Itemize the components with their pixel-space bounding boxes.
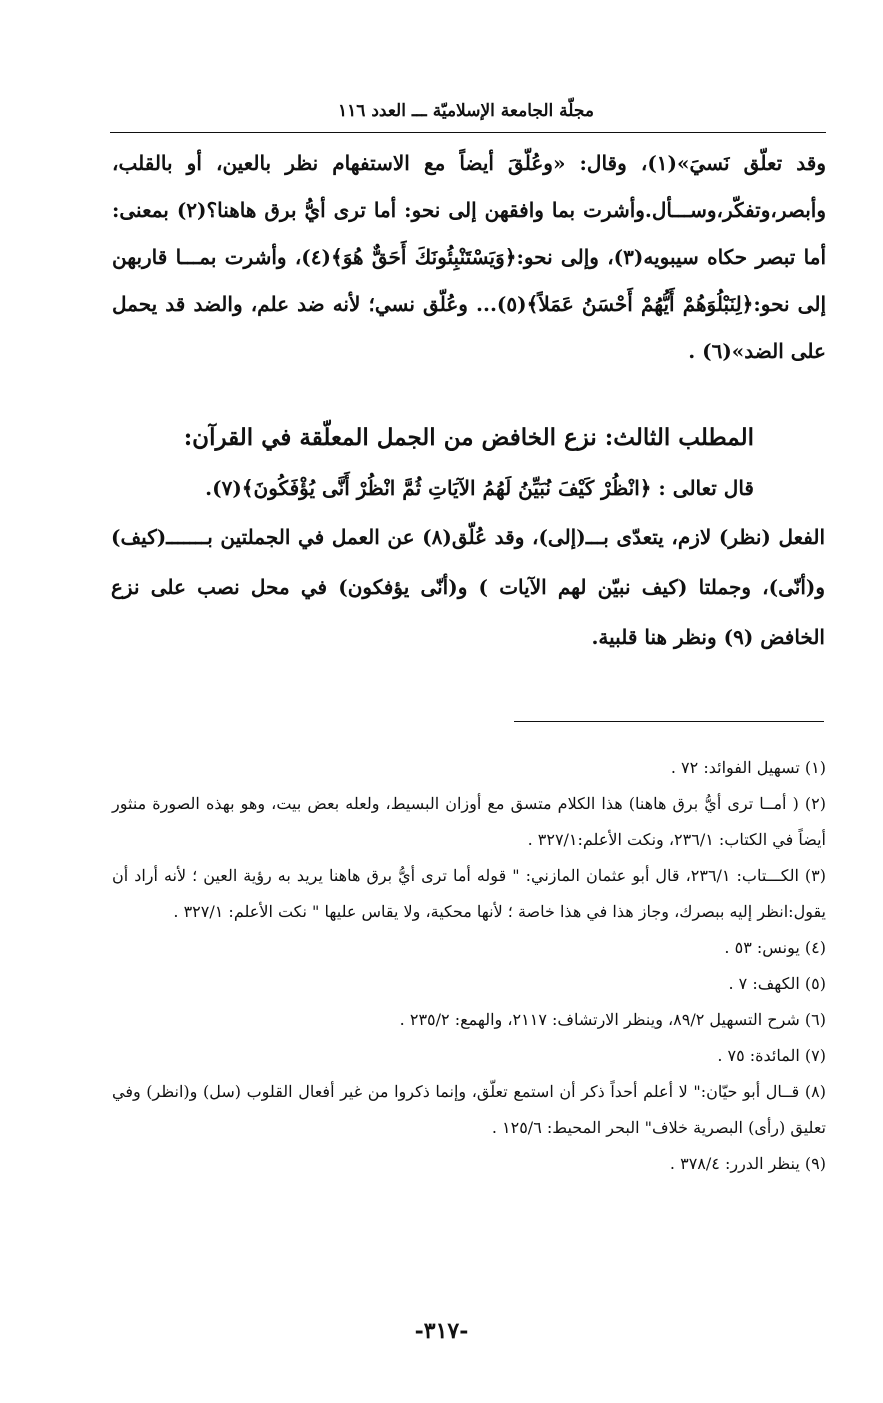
- footnote-1: (١) تسهيل الفوائد: ٧٢ .: [670, 758, 826, 777]
- journal-header: مجلّة الجامعة الإسلاميّة ـــ العدد ١١٦: [338, 101, 594, 121]
- footnote-7: (٧) المائدة: ٧٥ .: [717, 1046, 826, 1065]
- footnote-divider: [514, 721, 824, 722]
- quran-verse: قال تعالى : ﴿انْظُرْ كَيْفَ نُبَيِّنُ لَهُمُ الآيَاتِ ثُمَّ انْظُرْ أَنَّى يُؤْفَكُونَ﴾(٧).: [205, 476, 754, 500]
- body-paragraph-2: الفعل (نظر) لازم، يتعدّى بـــ(إلى)، وقد عُلّق(٨) عن العمل في الجملتين بـــــــ(كيف) و(أنّى)، وجملتا (كيف نبيّن لهم الآيات ) و(أنّى يؤفكون) في محل نصب على نزع الخافض (٩) ونظر هنا قلبية.: [111, 525, 826, 649]
- footnote-4: (٤) يونس: ٥٣ .: [724, 938, 826, 957]
- footnotes: [112, 750, 826, 1182]
- page-number: -٣١٧-: [414, 1318, 469, 1344]
- section-heading: المطلب الثالث: نزع الخافض من الجمل المعلّقة في القرآن:: [183, 424, 754, 451]
- header-divider: [110, 132, 826, 133]
- footnote-6: (٦) شرح التسهيل ٨٩/٢، وينظر الارتشاف: ٢١١٧، والهمع: ٢٣٥/٢ .: [399, 1010, 826, 1029]
- footnote-3: (٣) الكـــتاب: ٢٣٦/١، قال أبو عثمان المازني: " قوله أما ترى أيُّ برق هاهنا يريد به رؤية العين ؛ لأنه أراد أن يقول:انظر إليه ببصرك، وجاز هذا في هذا خاصة ؛ لأنها محكية، ولا يقاس عليها " نكت الأعلم: ٣٢٧/١ .: [112, 866, 827, 921]
- footnote-5: (٥) الكهف: ٧ .: [728, 974, 826, 993]
- footnote-8: (٨) قــال أبو حيّان:" لا أعلم أحداً ذكر أن استمع تعلّق، وإنما ذكروا من غير أفعال القلوب (سل) و(انظر) وفي تعليق (رأى) البصرية خلاف" البحر المحيط: ١٢٥/٦ .: [112, 1082, 826, 1137]
- footnote-9: (٩) ينظر الدرر: ٣٧٨/٤ .: [669, 1154, 826, 1173]
- footnote-2: (٢) ( أمــا ترى أيُّ برق هاهنا) هذا الكلام متسق مع أوزان البسيط، ولعله بعض بيت، وهو بهذه الصورة منثور أيضاً في الكتاب: ٢٣٦/١، ونكت الأعلم:٣٢٧/١ .: [112, 794, 826, 849]
- body-paragraph-1: وقد تعلّق نَسيَ»(١)، وقال: «وعُلّقَ أيضاً مع الاستفهام نظر بالعين، أو بالقلب، وأبصر،وتفكّر،وســـأل.وأشرت بما وافقهن إلى نحو: أما ترى أيُّ برق هاهنا؟(٢) بمعنى: أما تبصر حكاه سيبويه(٣)، وإلى نحو:﴿وَيَسْتَنْبِئُونَكَ أَحَقٌّ هُوَ﴾(٤)، وأشرت بمـــا قاربهن إلى نحو:﴿لِنَبْلُوَهُمْ أَيُّهُمْ أَحْسَنُ عَمَلاً﴾(٥)... وعُلّق نسي؛ لأنه ضد علم، والضد قد يحمل على الضد»(٦) .: [112, 151, 827, 363]
